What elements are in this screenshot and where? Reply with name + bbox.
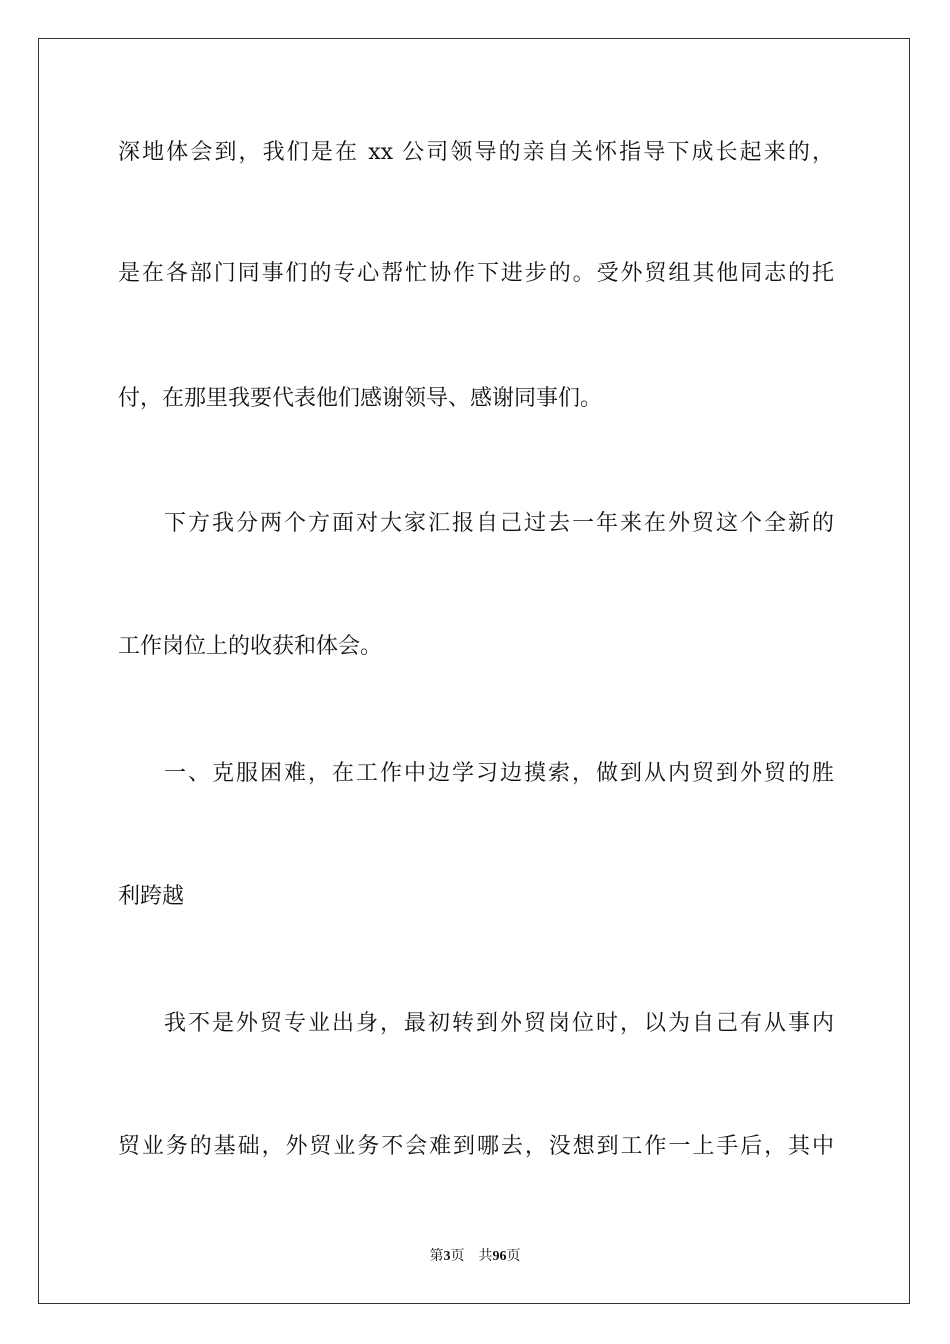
body-line-5: 工作岗位上的收获和体会。 — [118, 634, 383, 659]
body-line-8: 我不是外贸专业出身，最初转到外贸岗位时，以为自己有从事内 — [164, 1011, 834, 1036]
body-line-2: 是在各部门同事们的专心帮忙协作下进步的。受外贸组其他同志的托 — [118, 261, 834, 286]
body-line-9: 贸业务的基础，外贸业务不会难到哪去，没想到工作一上手后，其中 — [118, 1134, 834, 1159]
page-footer — [0, 1246, 950, 1267]
body-line-3: 付，在那里我要代表他们感谢领导、感谢同事们。 — [118, 386, 603, 411]
body-line-6: 一、克服困难，在工作中边学习边摸索，做到从内贸到外贸的胜 — [164, 761, 834, 786]
footer-total-suffix: 页 — [506, 1248, 521, 1264]
footer-total-prefix: 共 — [478, 1248, 493, 1264]
body-line-1: 深地体会到，我们是在 xx 公司领导的亲自关怀指导下成长起来的， — [118, 140, 834, 165]
body-line-7: 利跨越 — [118, 884, 185, 909]
footer-total-pages: 96 — [492, 1249, 507, 1264]
body-line-4: 下方我分两个方面对大家汇报自己过去一年来在外贸这个全新的 — [164, 511, 834, 536]
page-frame — [38, 38, 910, 1304]
footer-page-suffix: 页 — [450, 1248, 465, 1264]
footer-page-number: 3 — [443, 1249, 451, 1264]
footer-prefix: 第 — [429, 1248, 444, 1264]
